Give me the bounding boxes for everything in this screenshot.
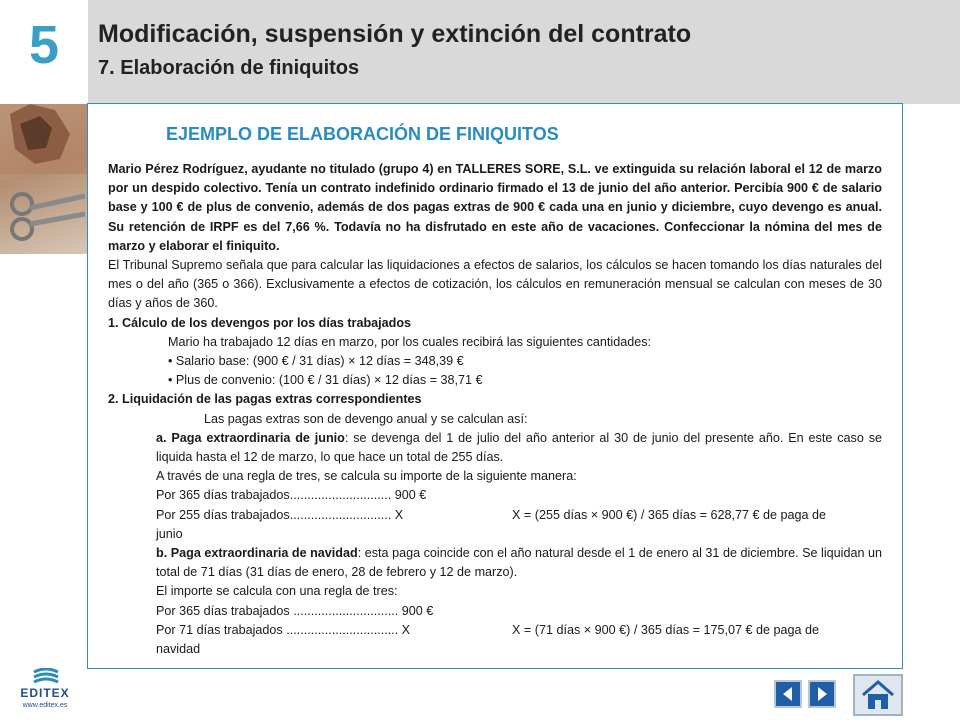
paga-junio-line2	[156, 506, 882, 525]
page-title: Modificación, suspensión y extinción del contrato	[98, 20, 692, 48]
content-text	[108, 160, 882, 659]
editex-logo	[10, 668, 80, 712]
paga-junio-line2-cont: junio	[156, 526, 183, 541]
logo-name: EDITEX	[20, 686, 70, 700]
paga-navidad-paragraph	[156, 544, 882, 582]
decorative-photo	[0, 104, 88, 254]
paga-junio-rule: A través de una regla de tres, se calcula su importe de la siguiente manera:	[156, 469, 577, 484]
bullet-salario: • Salario base: (900 € / 31 días) × 12 días = 348,39 €	[168, 354, 464, 369]
paga-navidad-text: : esta paga coincide con el año natural desde el 1 de enero al 31 de diciembre. Se liquidan un total de 71 días (31 días de enero, 28 de febrero y 12 de marzo).	[156, 546, 882, 580]
editex-logo-icon	[30, 668, 62, 686]
paga-junio-line2-left: Por 255 días trabajados............................. X	[156, 507, 404, 522]
paga-junio-label: a. Paga extraordinaria de junio	[156, 430, 345, 445]
intro-paragraph: El Tribunal Supremo señala que para calcular las liquidaciones a efectos de salarios, los cálculos se hacen tomando los días naturales del mes o del año (365 o 366). Exclusivamente a efectos de cotización, los cálculos en remuneración mensual se calculan con meses de 30 días y años de 360.	[108, 258, 882, 311]
paga-navidad-line2-left: Por 71 días trabajados ................................ X	[156, 622, 411, 637]
home-icon	[860, 679, 896, 711]
paga-junio-paragraph	[156, 429, 882, 467]
arrow-right-icon	[814, 686, 830, 702]
paga-navidad-line2-right: X = (71 días × 900 €) / 365 días = 175,07 € de paga de	[512, 622, 820, 637]
paga-junio-line1: Por 365 días trabajados............................. 900 €	[156, 488, 427, 503]
next-button[interactable]	[808, 680, 836, 708]
page-subtitle: 7. Elaboración de finiquitos	[98, 57, 360, 79]
paga-navidad-line2-cont: navidad	[156, 642, 201, 657]
prev-button[interactable]	[774, 680, 802, 708]
devengos-text: Mario ha trabajado 12 días en marzo, por los cuales recibirá las siguientes cantidades:	[168, 334, 652, 349]
home-button[interactable]	[853, 674, 903, 716]
header-band	[88, 0, 960, 104]
heading-devengos: 1. Cálculo de los devengos por los días trabajados	[108, 315, 412, 330]
paga-junio-line2-right: X = (255 días × 900 €) / 365 días = 628,77 € de paga de	[512, 507, 827, 522]
exercise-statement: Mario Pérez Rodríguez, ayudante no titulado (grupo 4) en TALLERES SORE, S.L. ve extinguida su relación laboral el 12 de marzo por un despido colectivo. Tenía un contrato indefinido ordinario firmado el 13 de junio del año anterior. Percibía 900 € de salario base y 100 € de plus de convenio, además de dos pagas extras de 900 € cada una en junio y diciembre, cuyo devengo es anual. Su retención de IRPF es del 7,66 %. Todavía no ha disfrutado en este año de vacaciones. Confeccionar la nómina del mes de marzo y elaborar el finiquito.	[108, 162, 882, 253]
heading-pagas: 2. Liquidación de las pagas extras correspondientes	[108, 392, 422, 407]
bullet-plus: • Plus de convenio: (100 € / 31 días) × 12 días = 38,71 €	[168, 373, 483, 388]
paga-navidad-line1: Por 365 días trabajados .............................. 900 €	[156, 603, 434, 618]
paga-navidad-label: b. Paga extraordinaria de navidad	[156, 546, 358, 561]
paga-navidad-rule: El importe se calcula con una regla de tres:	[156, 584, 398, 599]
pagas-text: Las pagas extras son de devengo anual y se calculan así:	[204, 411, 528, 426]
arrow-left-icon	[780, 686, 796, 702]
chapter-number: 5	[28, 15, 60, 75]
section-title: EJEMPLO DE ELABORACIÓN DE FINIQUITOS	[166, 124, 559, 144]
paga-navidad-line2	[156, 621, 882, 640]
logo-url: www.editex.es	[22, 702, 68, 709]
paga-junio-text: : se devenga del 1 de julio del año anterior al 30 de junio del presente año. En este caso se liquida hasta el 12 de marzo, lo que hace un total de 255 días.	[156, 430, 882, 465]
